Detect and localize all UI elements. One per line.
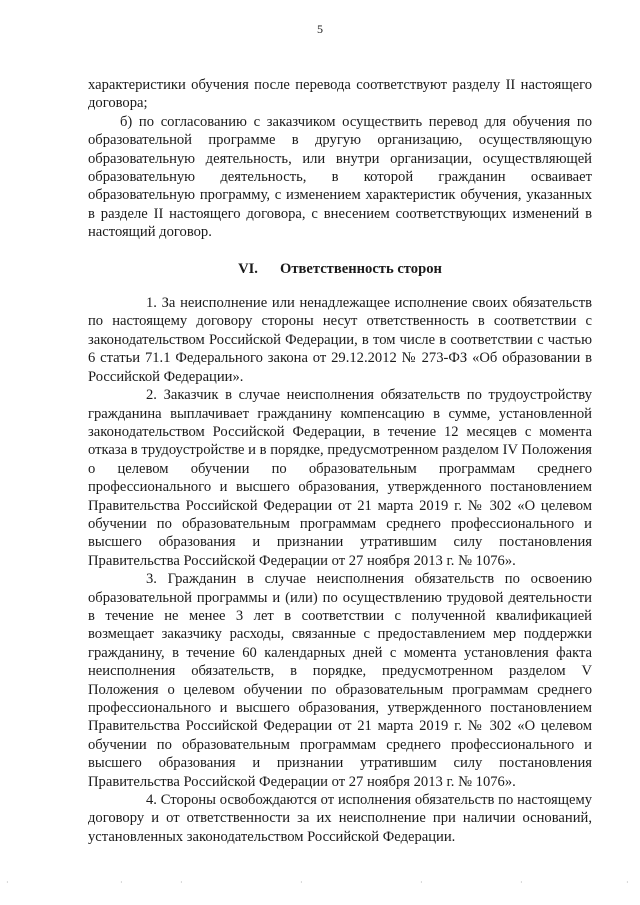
scan-dot: · [520,878,523,887]
scan-dot: · [300,878,303,887]
section-title: Ответственность сторон [279,260,442,277]
section-number: VI. [238,260,258,277]
scan-artifacts [0,878,640,888]
scan-dot: · [120,878,123,887]
scan-dot: · [6,878,9,887]
scan-dot: · [420,878,423,887]
clause-4: 4. Стороны освобождаются от исполнения обязательств по настоящему договору и от ответственности за их неисполнение при наличии оснований, установленных законодательством Российской Федерации. [88,792,592,845]
paragraph-transfer-characteristics: характеристики обучения после перевода соответствуют разделу II настоящего договора; [88,77,592,112]
section-heading [88,260,592,278]
document-body [88,76,592,846]
page-number: 5 [317,22,323,36]
clause-1: 1. За неисполнение или ненадлежащее исполнение своих обязательств по настоящему договору стороны несут ответственность в соответствии с законодательством Российской Федерации, в том числе в соответствии с частью 6 статьи 71.1 Федерального закона от 29.12.2012 № 273-ФЗ «Об образовании в Российской Федерации». [88,295,592,385]
scan-dot: · [180,878,183,887]
clause-3: 3. Гражданин в случае неисполнения обязательств по освоению образовательной программы и (или) по осуществлению трудовой деятельности в течение не менее 3 лет в соответствии с полученной квалификацией возмещает заказчику расходы, связанные с предоставлением мер поддержки гражданину, в течение 60 календарных дней с момента установления факта неисполнения обязательств, в порядке, предусмотренном разделом V Положения о целевом обучении по образовательным программам среднего профессионального и высшего образования, утвержденного постановлением Правительства Российской Федерации от 21 марта 2019 г. № 302 «О целевом обучении по образовательным программам среднего профессионального и высшего образования и признании утратившим силу постановления Правительства Российской Федерации от 27 ноября 2013 г. № 1076». [88,571,592,790]
clause-2: 2. Заказчик в случае неисполнения обязательств по трудоустройству гражданина выплачивает гражданину компенсацию в сумме, установленной законодательством Российской Федерации, в течение 12 месяцев с момента отказа в трудоустройстве и в порядке, предусмотренном разделом IV Положения о целевом обучении по образовательным программам среднего профессионального и высшего образования, утвержденного постановлением Правительства Российской Федерации от 21 марта 2019 г. № 302 «О целевом обучении по образовательным программам среднего профессионального и высшего образования и признании утратившим силу постановления Правительства Российской Федерации от 27 ноября 2013 г. № 1076». [88,387,592,569]
paragraph-transfer-option-b: б) по согласованию с заказчиком осуществить перевод для обучения по образовательной программе в другую организацию, осуществляющую образовательную деятельность, или внутри организации, осуществляющей образовательную деятельность, в которой гражданин осваивает образовательную программу, с изменением характеристик обучения, указанных в разделе II настоящего договора, с внесением соответствующих изменений в настоящий договор. [88,113,592,241]
scan-dot: · [626,878,629,887]
